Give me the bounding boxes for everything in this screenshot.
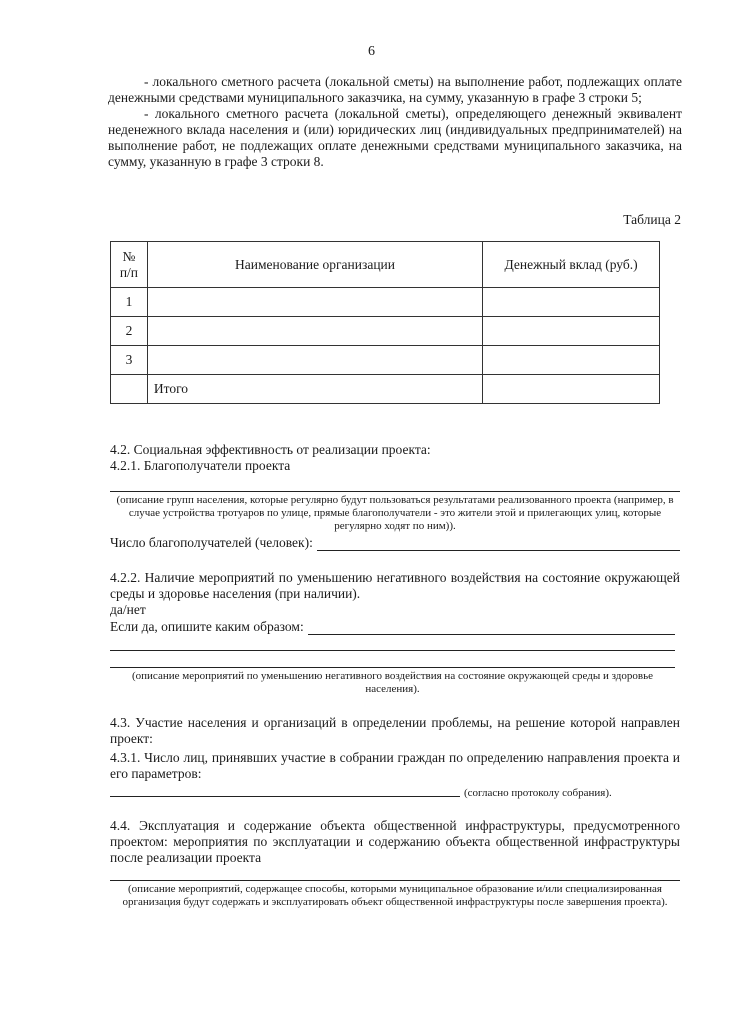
cell-sum[interactable]	[483, 346, 660, 375]
cell-num	[111, 375, 148, 404]
cell-total-label: Итого	[147, 375, 482, 404]
organizations-table	[110, 241, 660, 404]
cell-sum[interactable]	[483, 317, 660, 346]
intro-item-1: - локального сметного расчета (локальной сметы) на выполнение работ, подлежащих оплате денежными средствами муниципального заказчика, на сумму, указанную в графе 3 строки 5;	[108, 74, 682, 105]
table-row	[111, 288, 660, 317]
table-header-row	[111, 242, 660, 288]
page-number: 6	[368, 44, 375, 59]
table-row	[111, 317, 660, 346]
section-4-2-1-heading: 4.2.1. Благополучатели проекта	[110, 458, 291, 473]
cell-name[interactable]	[147, 288, 482, 317]
cell-name[interactable]	[147, 317, 482, 346]
table-row	[111, 346, 660, 375]
beneficiaries-count-row	[110, 535, 680, 551]
section-4-3-1-heading: 4.3.1. Число лиц, принявших участие в собрании граждан по определению направления проекта и его параметров:	[110, 750, 680, 781]
participants-count-field[interactable]	[110, 796, 460, 797]
environment-line-2[interactable]	[110, 667, 675, 668]
cell-num: 1	[111, 288, 148, 317]
yes-no-option: да/нет	[110, 602, 146, 617]
environment-note: (описание мероприятий по уменьшению негативного воздействия на состояние окружающей среды и здоровье населения).	[132, 670, 653, 695]
section-4-2-heading: 4.2. Социальная эффективность от реализации проекта:	[110, 442, 431, 457]
header-sum: Денежный вклад (руб.)	[483, 242, 660, 288]
environment-line-1[interactable]	[110, 650, 675, 651]
section-4-4-heading: 4.4. Эксплуатация и содержание объекта общественной инфраструктуры, предусмотренного проектом: мероприятия по эксплуатации и содержанию объекта общественной инфраструктуры после реализации проекта	[110, 818, 680, 865]
table-caption: Таблица 2	[623, 212, 681, 227]
if-yes-field[interactable]	[308, 621, 675, 635]
section-4-2-2-heading: 4.2.2. Наличие мероприятий по уменьшению негативного воздействия на состояние окружающей среды и здоровье населения (при наличии).	[110, 570, 680, 601]
header-num: № п/п	[111, 242, 148, 288]
cell-num: 3	[111, 346, 148, 375]
operation-note: (описание мероприятий, содержащее способы, которыми муниципальное образование и/или специализированная организация будут содержать и эксплуатировать объект общественной инфраструктуры после завершения проекта).	[122, 883, 668, 908]
header-name: Наименование организации	[147, 242, 482, 288]
beneficiaries-count-field[interactable]	[317, 537, 680, 551]
intro-item-2: - локального сметного расчета (локальной сметы), определяющего денежный эквивалент неденежного вклада населения и (или) юридических лиц (индивидуальных предпринимателей) на выполнение работ, не подлежащих оплате денежными средствами муниципального заказчика, на сумму, указанную в графе 3 строки 8.	[108, 106, 682, 169]
table-total-row	[111, 375, 660, 404]
beneficiaries-count-label: Число благополучателей (человек):	[110, 535, 313, 550]
cell-total-sum[interactable]	[483, 375, 660, 404]
if-yes-row	[110, 619, 675, 635]
beneficiaries-note: (описание групп населения, которые регулярно будут пользоваться результатами реализованного проекта (например, в случае устройства тротуаров по улице, прямые благополучатели - это жители этой и прилегающих улиц, которые регулярно ходят по ним)).	[116, 494, 674, 532]
cell-sum[interactable]	[483, 288, 660, 317]
cell-num: 2	[111, 317, 148, 346]
operation-line[interactable]	[110, 880, 680, 881]
beneficiaries-line[interactable]	[110, 491, 680, 492]
cell-name[interactable]	[147, 346, 482, 375]
if-yes-label: Если да, опишите каким образом:	[110, 619, 304, 634]
participants-note: (согласно протоколу собрания).	[464, 787, 612, 799]
section-4-3-heading: 4.3. Участие населения и организаций в определении проблемы, на решение которой направлен проект:	[110, 715, 680, 746]
intro-section	[108, 74, 682, 170]
